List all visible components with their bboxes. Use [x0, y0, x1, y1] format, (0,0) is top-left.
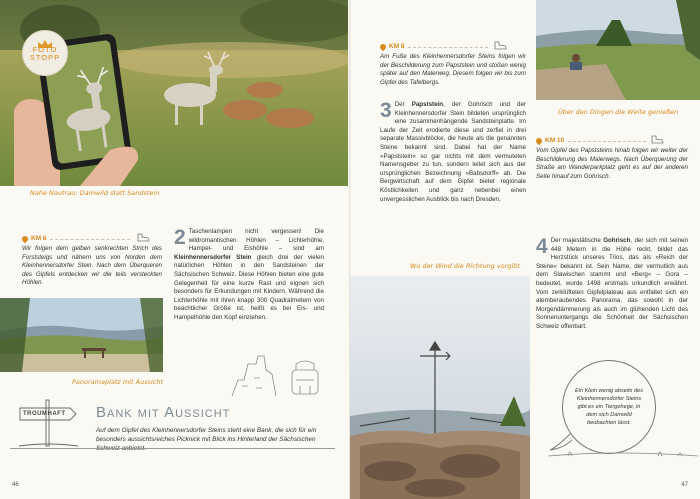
badge-line1: FOTO: [32, 45, 58, 54]
hiking-boot-icon: [493, 41, 507, 50]
viewpoint-photo: [536, 0, 700, 100]
km10-label: KM 10: [545, 137, 565, 144]
section3-bold: Papststein: [411, 101, 444, 108]
location-pin-icon: [379, 42, 387, 50]
signpost-icon: [18, 398, 80, 448]
grass-doodle: [548, 430, 698, 460]
km8-text: Am Fuße des Kleinhennersdorfer Steins folgen wir der Beschilderung zum Papststein und stoßen wenig später auf den Malerweg. Diesem folgen wir bis zum Gipfel des Tafelbergs.: [380, 53, 526, 86]
section3-text-before: Der: [394, 101, 412, 108]
page-number-left: 46: [12, 482, 19, 488]
location-pin-icon: [535, 136, 543, 144]
km6-divider: [50, 239, 130, 240]
badge-line2: STOPP: [29, 53, 61, 62]
km8-marker: [380, 43, 405, 50]
section4-bold: Gohrisch: [603, 237, 631, 244]
km8-label: KM 8: [389, 43, 405, 50]
rock-sketch-illustration: [230, 350, 330, 398]
feature-baseline: [10, 448, 335, 449]
section2-text-before: Taschenlampen nicht vergessen! Die wildromantischen Höhlen – Lichterhöhle, Hampel- und Eishöhle – sind am: [188, 228, 324, 253]
wind-caption: Wo der Wind die Richtung vorgibt: [410, 262, 520, 270]
gohrisch-summit-photo: [350, 276, 530, 499]
right-page: [350, 0, 700, 499]
section2-text-after: gleich drei der vielen natürlichen Höhlen in den Sandsteinen der Sächsischen Schweiz. Diese Höhlen bieten eine gute Gelegenheit für eine kurze Rast und eignen sich besonders für Erkundungen mit Kindern. Während die Lichterhöhle mit ihren knapp 300 Quadratmetern von beachtlicher Größe ist, heißt es bei Eis- und Hampelhöhle den Kopf einziehen.: [174, 253, 324, 321]
deer-photo: [0, 0, 348, 186]
section2-text: [174, 228, 324, 323]
info-bubble-text: Ein Klein wenig abseits des Kleinhennersdorfer Steins gibt es ein Tiergehege, in dem sich Damwild beobachten lässt.: [574, 388, 644, 426]
section2-number: 2: [174, 226, 186, 249]
section3-text-after: , der Gohrisch und der Kleinhennersdorfer Stein bildeten ursprünglich eine zusammenhängende Sandsteinplatte. Im Laufe der Zeit erodierte diese und zerfiel in drei separate Massivblöcke, die heute als die genannten Steine bekannt sind. Dabei hat der Name »Papststein« so gar nichts mit dem vermuteten Namensgeber zu tun, sondern leitet sich aus der ursprünglichen Bezeichnung »Babsdorff« ab. Die Bergwirtschaft auf dem Gipfel bietet regionale Köstlichkeiten und ganz nebenbei einen unvergesslichen Ausblick bis nach Dresden.: [380, 101, 526, 203]
foto-stopp-badge: [22, 30, 68, 76]
feature-title: Bank mit Aussicht: [96, 404, 231, 421]
panorama-caption: Panoramaplatz mit Aussicht: [72, 378, 164, 386]
km10-text: Vom Gipfel des Papststeins hinab folgen wir weiter der Beschilderung des Malerwegs. Nach Überquerung der Straße am Wanderparkplatz geht es auf der anderen Seite hinauf zum Gohrisch.: [536, 147, 688, 180]
hiking-boot-icon: [136, 233, 150, 242]
section4-number: 4: [536, 235, 548, 258]
section4-text-after: , der sich mit seinen 448 Metern in die Höhe reckt, bildet das Herzstück unseres Trios, das als »Reich der Steine« bekannt ist. Sein Name, der vermutlich aus dem Slawischen stammt und »Berg« – Gora – bedeutet, wurde 1498 erstmals urkundlich erwähnt. Vom zerklüfteten Gipfelplateau aus entfaltet sich ein atemberaubendes Panorama, das sowohl in der Morgendämmerung als auch im glühenden Licht des Sonnenuntergangs die Schönheit der Sächsischen Schweiz offenbart.: [536, 237, 688, 330]
km10-marker: [536, 137, 564, 144]
page-number-right: 47: [681, 482, 688, 488]
viewpoint-caption: Über den Dingen die Weite genießen: [558, 108, 679, 116]
section3-text: [380, 101, 526, 204]
section2-bold: Kleinhennersdorfer Stein: [174, 253, 252, 261]
hiking-boot-icon: [650, 135, 664, 144]
km6-marker: [22, 235, 47, 242]
section4-text-before: Der majestätische: [550, 237, 604, 244]
sign-text: TROUMHAFT: [23, 411, 66, 417]
km6-text: Wir folgen dem gelben senkrechten Strich des Forststeigs und nähern uns von Norden dem Kleinhennersdorfer Stein. Nach dem Überqueren des Gipfels entdecken wir die teils versteckten Höhlen.: [22, 245, 162, 287]
km10-divider: [568, 141, 646, 142]
km8-divider: [408, 47, 488, 48]
km6-label: KM 6: [31, 235, 47, 242]
deer-photo-caption: Nahe Nautrau: Damwild statt Sandstein: [30, 189, 160, 197]
panorama-photo: [0, 298, 163, 372]
section4-text: [536, 237, 688, 332]
location-pin-icon: [21, 234, 29, 242]
feature-text: Auf dem Gipfel des Kleinhennersdorfer Steins steht eine Bank, die sich für ein besonders aussichtsreiches Picknick mit Blick ins Hinterland der Sächsischen Schweiz anbietet.: [96, 427, 317, 452]
section3-number: 3: [380, 99, 392, 122]
